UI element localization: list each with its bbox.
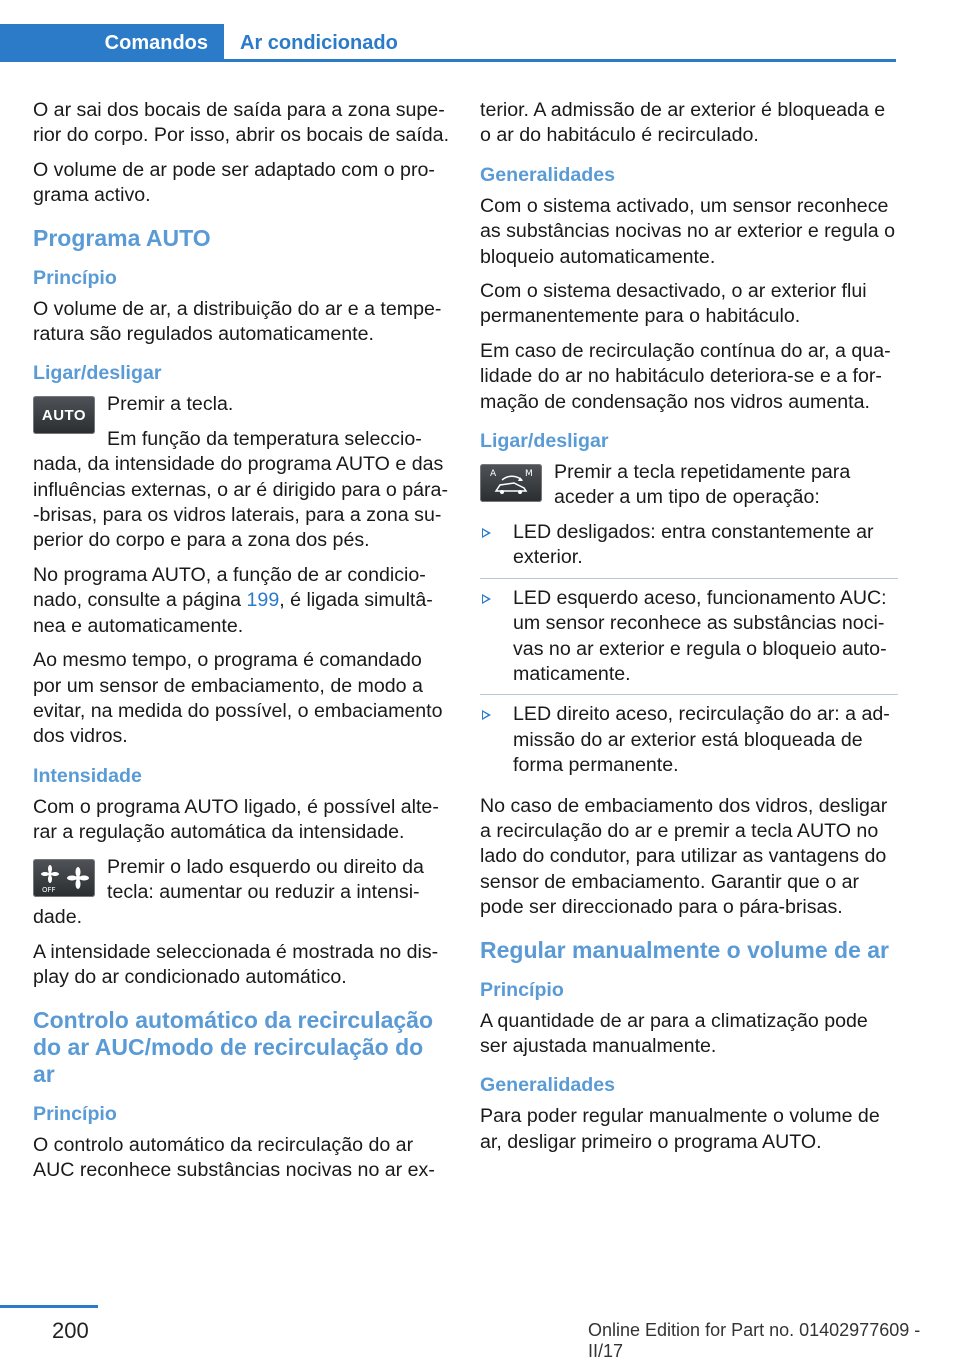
paragraph: O ar sai dos bocais de saída para a zona supe- rior do corpo. Por isso, abrir os bocais de saída. <box>33 99 450 147</box>
heading-controlo-auc: Controlo automático da recirculação do ar AUC/modo de recirculação do ar <box>33 1006 434 1087</box>
left-column <box>33 98 451 1192</box>
paragraph: Premir a tecla. <box>107 393 234 416</box>
edition-footer: Online Edition for Part no. 01402977609 - II/17 <box>588 1320 921 1361</box>
list-item <box>480 702 898 785</box>
page-header <box>0 0 960 62</box>
list-item-text: LED esquerdo aceso, funcionamento AUC: um sensor reconhece as substâncias noci- vas no ar exterior e regula o bloqueio auto- maticamente. <box>513 586 887 685</box>
paragraph: Premir o lado esquerdo ou direito da tecla: aumentar ou reduzir a intensi- dade. <box>33 855 424 929</box>
fan-off-label: OFF <box>42 885 56 894</box>
recirculation-key-icon <box>480 464 542 502</box>
subheading-ligar-desligar: Ligar/desligar <box>480 430 609 453</box>
operation-mode-list <box>480 520 898 786</box>
tab-ar-condicionado[interactable]: Ar condicionado <box>240 31 398 54</box>
subheading-ligar-desligar: Ligar/desligar <box>33 362 162 385</box>
auto-key-label: AUTO <box>41 406 87 424</box>
paragraph: Premir a tecla repetidamente para aceder a um tipo de operação: <box>554 461 851 509</box>
subheading-principio: Princípio <box>480 978 564 1001</box>
car-recirculation-icon <box>480 464 542 502</box>
paragraph: Em caso de recirculação contínua do ar, a qua- lidade do ar no habitáculo deteriora-se e a for- mação de condensação nos vidros aumenta. <box>480 339 891 413</box>
paragraph: O volume de ar, a distribuição do ar e a tempe- ratura são regulados automaticamente. <box>33 297 442 346</box>
paragraph: Em função da temperatura seleccio- nada, da intensidade do programa AUTO e das influências externas, o ar é dirigido para o pára- -brisas, para os vidros laterais, para a zona su- perior do corpo e para a zona dos pés. <box>33 427 448 552</box>
right-column <box>480 98 898 1164</box>
fan-key-block <box>33 855 451 940</box>
page-reference-link[interactable]: 199 <box>246 589 280 612</box>
list-item-text: LED desligados: entra constantemente ar exterior. <box>513 520 874 569</box>
text-span: , é ligada simultâ- nea e automaticamente. <box>33 589 433 637</box>
recirculation-key-block <box>480 460 898 520</box>
paragraph: O controlo automático da recirculação do ar AUC reconhece substâncias nocivas no ar ex- <box>33 1133 435 1181</box>
header-rule <box>224 59 896 62</box>
list-item-text: LED direito aceso, recirculação do ar: a ad- missão do ar exterior está bloqueada de forma permanente. <box>513 703 890 777</box>
heading-regular-manualmente: Regular manualmente o volume de ar <box>480 936 890 963</box>
text-span: No programa AUTO, a função de ar condicio- nado, consulte a página <box>33 563 426 612</box>
tab-comandos[interactable]: Comandos <box>0 24 224 62</box>
subheading-generalidades: Generalidades <box>480 1074 616 1097</box>
paragraph <box>33 563 451 639</box>
paragraph: Para poder regular manualmente o volume de ar, desligar primeiro o programa AUTO. <box>480 1105 880 1153</box>
key-a-label: A <box>490 469 497 480</box>
list-item <box>480 520 898 579</box>
paragraph: Com o sistema activado, um sensor reconhece as substâncias nocivas no ar exterior e regula o bloqueio automaticamente. <box>480 194 895 268</box>
auto-key-block <box>33 392 451 562</box>
paragraph: No caso de embaciamento dos vidros, desligar a recirculação do ar e premir a tecla AUTO no lado do condutor, para utilizar as vantagens do sensor de embaciamento. Garantir que o ar pode ser direccionado para o pára-brisas. <box>480 794 888 919</box>
paragraph: Com o sistema desactivado, o ar exterior flui permanentemente para o habitáculo. <box>480 280 867 328</box>
page-number: 200 <box>52 1318 89 1343</box>
list-item <box>480 586 898 696</box>
heading-programa-auto: Programa AUTO <box>33 224 211 251</box>
triangle-bullet-icon <box>482 710 491 720</box>
paragraph: terior. A admissão de ar exterior é bloqueada e o ar do habitáculo é recirculado. <box>480 99 886 147</box>
auto-key-icon <box>33 396 95 434</box>
subheading-intensidade: Intensidade <box>33 764 142 787</box>
fan-intensity-key-icon <box>33 859 95 897</box>
triangle-bullet-icon <box>482 594 491 604</box>
key-m-label: M <box>525 469 533 480</box>
paragraph: A quantidade de ar para a climatização pode ser ajustada manualmente. <box>480 1009 868 1057</box>
paragraph: A intensidade seleccionada é mostrada no dis- play do ar condicionado automático. <box>33 940 439 989</box>
subheading-principio: Princípio <box>33 266 117 289</box>
paragraph: Com o programa AUTO ligado, é possível alte- rar a regulação automática da intensidade. <box>33 795 439 844</box>
triangle-bullet-icon <box>482 528 491 538</box>
paragraph: Ao mesmo tempo, o programa é comandado por um sensor de embaciamento, de modo a evitar, na medida do possível, o embaciamento dos vidros. <box>33 649 443 748</box>
footer-rule <box>0 1305 98 1308</box>
subheading-principio: Princípio <box>33 1102 117 1125</box>
paragraph: O volume de ar pode ser adaptado com o pro- grama activo. <box>33 158 435 207</box>
fan-icon <box>33 859 95 897</box>
subheading-generalidades: Generalidades <box>480 163 616 186</box>
